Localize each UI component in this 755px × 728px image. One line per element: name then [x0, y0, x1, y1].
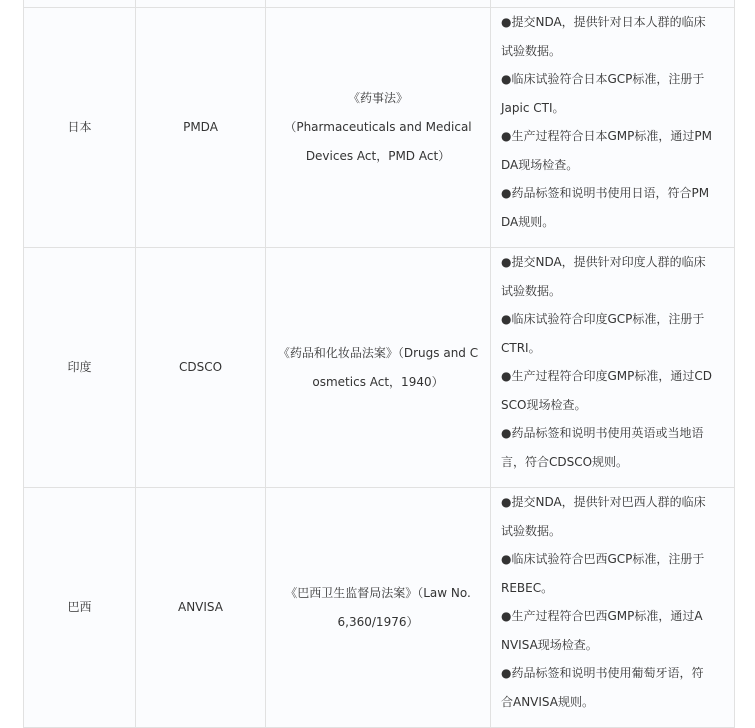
law-line: （Pharmaceuticals and Medical: [284, 120, 472, 134]
law-line: 6,360/1976）: [337, 614, 419, 629]
agency-cell: PMDA: [136, 8, 266, 248]
requirement-line: ●生产过程符合巴西GMP标准，通过A: [501, 609, 703, 623]
requirement-line: ●生产过程符合日本GMP标准，通过PM: [501, 129, 712, 143]
requirement-line: ●临床试验符合日本GCP标准，注册于: [501, 72, 705, 86]
requirement-line: ●生产过程符合印度GMP标准，通过CD: [501, 369, 712, 383]
law-line: osmetics Act，1940）: [312, 374, 444, 389]
table-row-top-partial: [24, 0, 735, 8]
table-row: [24, 488, 735, 728]
requirement-line: ●临床试验符合巴西GCP标准，注册于: [501, 552, 705, 566]
requirement-line: 试验数据。: [501, 523, 562, 538]
requirement-line: ●药品标签和说明书使用英语或当地语: [501, 426, 704, 440]
law-cell: [266, 248, 491, 488]
table-cell: [266, 0, 491, 8]
requirements-cell: [491, 8, 735, 248]
regulation-table: [23, 0, 735, 728]
requirement-line: 言，符合CDSCO规则。: [501, 454, 629, 469]
agency-cell: CDSCO: [136, 248, 266, 488]
requirement-line: REBEC。: [501, 580, 554, 595]
law-line: Devices Act，PMD Act）: [305, 149, 451, 163]
requirement-line: 合ANVISA规则。: [501, 694, 594, 709]
requirement-line: 试验数据。: [501, 43, 562, 58]
requirements-cell: [491, 248, 735, 488]
requirement-line: Japic CTI。: [501, 100, 565, 115]
country-cell: 日本: [24, 8, 136, 248]
requirements-cell: [491, 488, 735, 728]
requirement-line: DA规则。: [501, 214, 555, 229]
requirement-line: SCO现场检查。: [501, 397, 587, 412]
requirement-line: ●提交NDA，提供针对日本人群的临床: [501, 15, 706, 29]
country-cell: 巴西: [24, 488, 136, 728]
requirement-line: ●药品标签和说明书使用日语，符合PM: [501, 186, 710, 200]
law-cell: [266, 488, 491, 728]
law-cell: [266, 8, 491, 248]
requirement-line: ●提交NDA，提供针对印度人群的临床: [501, 255, 706, 269]
requirement-line: ●临床试验符合印度GCP标准，注册于: [501, 312, 705, 326]
law-line: 《药品和化妆品法案》（Drugs and C: [277, 345, 479, 360]
table-cell: [491, 0, 735, 8]
requirement-line: 试验数据。: [501, 283, 562, 298]
table-row: [24, 8, 735, 248]
requirement-line: NVISA现场检查。: [501, 637, 598, 652]
requirement-line: DA现场检查。: [501, 157, 579, 172]
law-line: 《药事法》: [347, 91, 408, 105]
requirement-line: CTRI。: [501, 340, 541, 355]
table-row: [24, 248, 735, 488]
law-line: 《巴西卫生监督局法案》（Law No.: [285, 585, 471, 600]
table-cell: [136, 0, 266, 8]
requirement-line: ●药品标签和说明书使用葡萄牙语，符: [501, 666, 704, 680]
table-cell: [24, 0, 136, 8]
requirement-line: ●提交NDA，提供针对巴西人群的临床: [501, 495, 706, 509]
country-cell: 印度: [24, 248, 136, 488]
agency-cell: ANVISA: [136, 488, 266, 728]
